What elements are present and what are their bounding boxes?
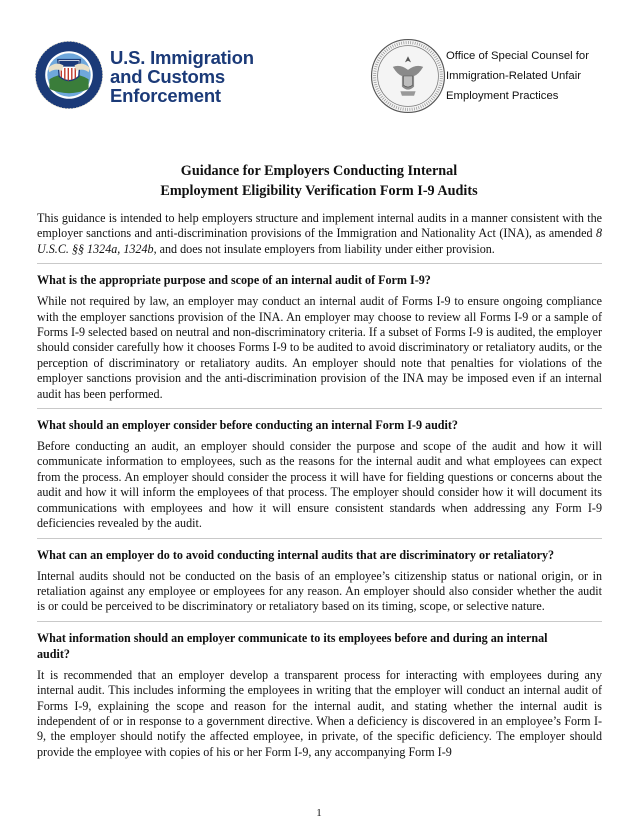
- section-question: What is the appropriate purpose and scope of an internal audit of Form I-9?: [37, 273, 431, 288]
- document-title-line-1: Guidance for Employers Conducting Internal: [180, 163, 458, 179]
- section-question: What can an employer do to avoid conducting internal audits that are discriminatory or retaliatory?: [37, 547, 555, 562]
- section-answer: Before conducting an audit, an employer should consider the purpose and scope of the audit and how it will communicate information to employees, such as the reasons for the internal audit and what employees can expect from the process. An employer should consider the process it will have for fielding questions or concerns about the audit and how it will inform the employees of that process. The employer should consider how it will document its communications with employees and how it will ensure consistent standards when addressing any Form I-9 deficiencies revealed by the audit.: [37, 439, 602, 531]
- section-answer: It is recommended that an employer develop a transparent process for interacting with employees during any internal audit. This includes informing the employees in writing that the employer will conduct an internal audit of Forms I-9, explaining the scope and reason for the internal audit, and stating whether the internal audit is independent of or in response to a government directive. When a deficiency is discovered in an employee’s Form I-9, the employer should notify the affected employee, in private, of the specific deficiency. The employer should provide the employee with copies of his or her Form I-9, any accompanying Form I-9: [37, 667, 602, 759]
- page-number: 1: [316, 807, 322, 819]
- office-name-line: Immigration-Related Unfair: [446, 70, 581, 82]
- section-question: What should an employer consider before conducting an internal Form I-9 audit?: [37, 418, 458, 433]
- intro-text-end: , and does not insulate employers from liability under either provision.: [153, 241, 495, 256]
- section-divider: [37, 538, 602, 539]
- agency-name-line: and Customs: [110, 66, 225, 87]
- section-divider: [37, 408, 602, 409]
- section-divider: [37, 621, 602, 622]
- section-answer: Internal audits should not be conducted on the basis of an employee’s citizenship status or national origin, or in retaliation against any employee or employees for any reason. An employer should also consider whether the audit is or could be perceived to be discriminatory or retaliatory based on its timing, scope, or selective nature.: [37, 568, 602, 614]
- statute-citation: 8 U.S.C. §§ 1324a, 1324b: [37, 226, 602, 256]
- agency-name-line: U.S. Immigration: [110, 47, 254, 68]
- section-question: What information should an employer communicate to its employees before and during an internal audit?: [37, 630, 548, 661]
- agency-name-line: Enforcement: [110, 85, 221, 106]
- office-name-line: Office of Special Counsel for: [446, 50, 589, 62]
- office-name: [446, 46, 626, 106]
- section-divider: [37, 263, 602, 264]
- office-name-line: Employment Practices: [446, 90, 559, 102]
- document-title-line-2: Employment Eligibility Verification Form I-9 Audits: [160, 183, 478, 199]
- intro-text: This guidance is intended to help employers structure and implement internal audits in a manner consistent with the employer sanctions and anti-discrimination provisions of the Immigration and Nationality Act (INA), as amended: [37, 211, 602, 241]
- section-answer: While not required by law, an employer may conduct an internal audit of Forms I-9 to ensure ongoing compliance with the employer sanctions provision of the INA. An employer may choose to review all Forms I-9 or a sample of Forms I-9 selected based on neutral and non-discriminatory criteria. If a subset of Forms I-9 is audited, the employer should consider carefully how it chooses Forms I-9 to be audited to avoid discriminatory or retaliatory audits, or the perception of discriminatory or retaliatory audits. An employer should note that penalties for violations of the employer sanctions provision and the anti-discrimination provision of the INA may be imposed even if an internal audit has been performed.: [37, 294, 602, 401]
- dhs-seal-icon: [34, 40, 104, 110]
- document-body: [37, 211, 602, 760]
- doj-seal-icon: [370, 38, 446, 114]
- agency-name: [110, 48, 254, 105]
- intro-paragraph: [37, 211, 602, 257]
